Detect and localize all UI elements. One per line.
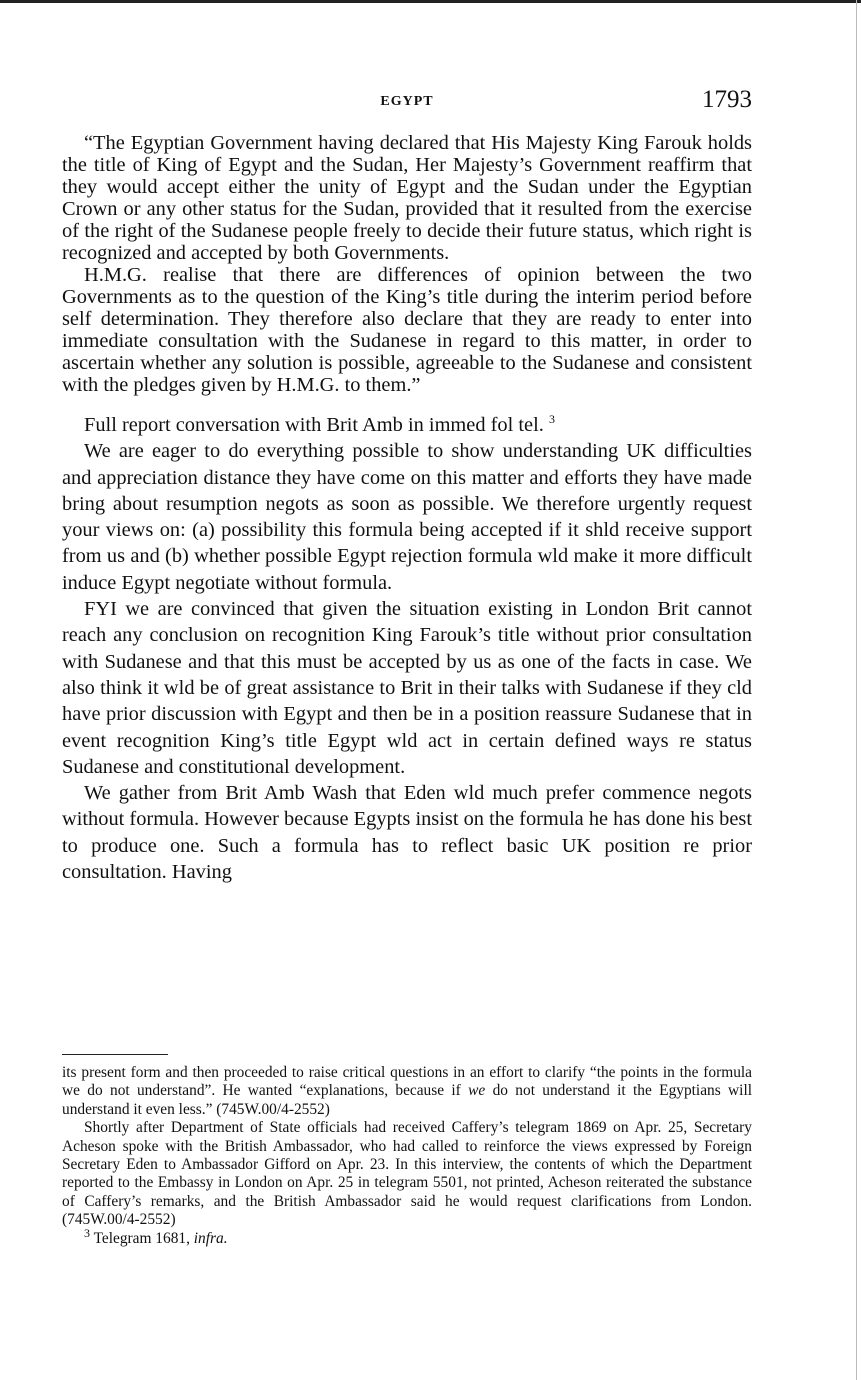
footnotes <box>62 1064 752 1248</box>
quote-paragraph-1: “The Egyptian Government having declared that His Majesty King Farouk holds the title of King of Egypt and the Sudan, Her Majesty’s Government reaffirm that they would accept either the unity of Egypt and the Sudan under the Egyptian Crown or any other status for the Sudan, provided that it resulted from the exercise of the right of the Sudanese people freely to decide their future status, which right is recognized and accepted by both Governments. <box>62 132 752 264</box>
footnote-rule <box>62 1054 168 1055</box>
body-paragraph-4: We gather from Brit Amb Wash that Eden wld much prefer commence negots without formula. However because Egypts insist on the formula he has done his best to produce one. Such a formula has to reflect basic UK position re prior consultation. Having <box>62 782 752 884</box>
quote-paragraph-2: H.M.G. realise that there are differences of opinion between the two Governments as to the question of the King’s title during the interim period before self determination. They therefore also declare that they are ready to enter into immediate consultation with the Sudanese in regard to this matter, in order to ascertain whether any solution is possible, agreeable to the Sudanese and consistent with the pledges given by H.M.G. to them.” <box>62 264 752 396</box>
footnote-2-text-b: do not understand it the Egyptians will understand it even less.” (745W.00/4-2552) <box>62 1082 752 1118</box>
running-head: EGYPT <box>380 94 434 109</box>
footnote-ref-3: 3 <box>548 412 555 427</box>
page-number: 1793 <box>702 86 752 113</box>
footnote-2-continued <box>62 1064 752 1119</box>
footnote-3-text: Telegram 1681, <box>90 1229 194 1247</box>
body-paragraph-2: We are eager to do everything possible to show understanding UK difficulties and appreciation distance they have come on this matter and efforts they have made bring about resumption negots as soon as possible. We therefore urgently request your views on: (a) possibility this formula being accepted if it shld receive support from us and (b) whether possible Egypt rejection formula wld make it more difficult induce Egypt negotiate without formula. <box>62 440 752 594</box>
main-text <box>62 132 752 885</box>
body-paragraph-1-text: Full report conversation with Brit Amb in immed fol tel. <box>84 414 544 436</box>
body-paragraph-1 <box>62 412 752 438</box>
footnote-2-emphasis: we <box>468 1082 486 1100</box>
footnote-3-number: 3 <box>84 1225 90 1240</box>
body-paragraph-3: FYI we are convinced that given the situation existing in London Brit cannot reach any conclusion on recognition King Farouk’s title without prior consultation with Sudanese and that this must be accepted by us as one of the facts in case. We also think it wld be of great assistance to Brit in their talks with Sudanese if they cld have prior discussion with Egypt and then be in a position reassure Sudanese that in event recognition King’s title Egypt wld act in certain defined ways re status Sudanese and constitutional development. <box>62 598 752 778</box>
footnote-3-emphasis: infra. <box>193 1229 228 1247</box>
footnote-3 <box>62 1225 752 1248</box>
quoted-formula <box>62 132 752 396</box>
footnote-2-text-a: its present form and then proceeded to raise critical questions in an effort to clarify “the points in the formula we do not understand”. He wanted “explanations, because if <box>62 1064 752 1100</box>
footnote-2-paragraph-2: Shortly after Department of State officials had received Caffery’s telegram 1869 on Apr. 25, Secretary Acheson spoke with the British Ambassador, who had called to reinforce the views expressed by Foreign Secretary Eden to Ambassador Gifford on Apr. 23. In this interview, the contents of which the Department reported to the Embassy in London on Apr. 25 in telegram 5501, not printed, Acheson reiterated the substance of Caffery’s remarks, and the British Ambassador said he would request clarifications from London. (745W.00/4-2552) <box>62 1119 752 1229</box>
telegram-body <box>62 412 752 885</box>
page-header <box>62 86 752 120</box>
scan-right-edge <box>856 0 857 1380</box>
scan-top-edge <box>0 0 861 3</box>
